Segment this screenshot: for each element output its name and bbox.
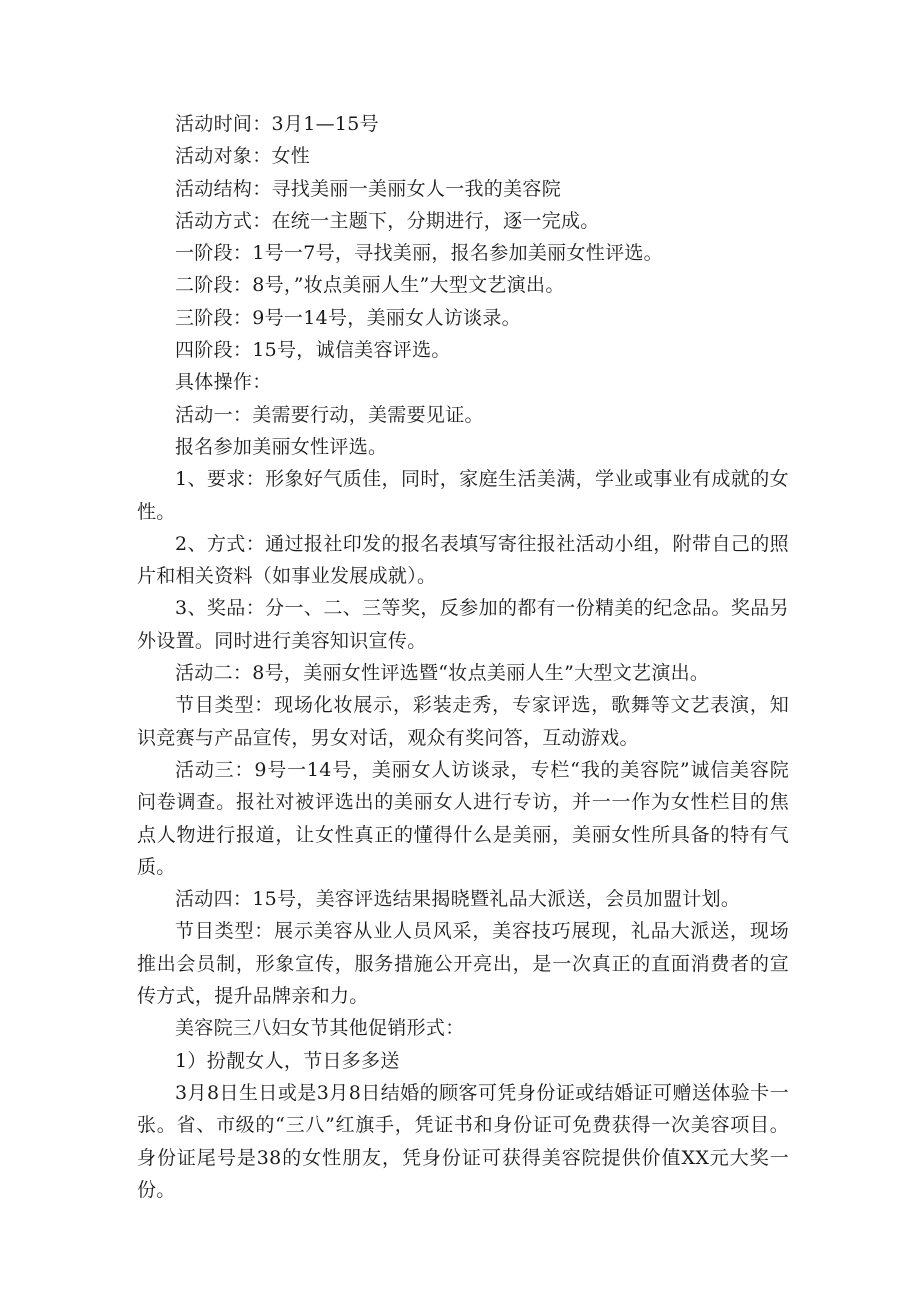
paragraph-other-promotions: 美容院三八妇女节其他促销形式： [175,1017,465,1040]
paragraph-activity-method: 活动方式：在统一主题下，分期进行，逐一完成。 [175,209,600,232]
paragraph-stage-one: 一阶段：1号一7号，寻找美丽，报名参加美丽女性评选。 [175,242,663,265]
paragraph-program-types-two: 节目类型：展示美容从业人员风采，美容技巧展现，礼品大派送，现场推出会员制，形象宣传，服务措施公开亮出，是一次真正的直面消费者的宣传方式，提升品牌亲和力。 [137,920,789,1008]
paragraph-requirements: 1、要求：形象好气质佳，同时，家庭生活美满，学业或事业有成就的女性。 [137,468,789,523]
paragraph-activity-one: 活动一：美需要行动，美需要见证。 [175,403,484,426]
document-body [137,108,789,1206]
paragraph-promo-details: 3月8日生日或是3月8日结婚的顾客可凭身份证或结婚证可赠送体验卡一张。省、市级的“三八”红旗手，凭证书和身份证可免费获得一次美容项目。身份证尾号是38的女性朋友，凭身份证可获得美容院提供价值XX元大奖一份。 [137,1081,789,1201]
paragraph-stage-two: 二阶段：8号，”妆点美丽人生”大型文艺演出。 [175,274,565,297]
paragraph-activity-structure: 活动结构：寻找美丽一美丽女人一我的美容院 [175,177,562,200]
paragraph-registration: 报名参加美丽女性评选。 [175,435,388,458]
paragraph-activity-four: 活动四：15号，美容评选结果揭晓暨礼品大派送，会员加盟计划。 [175,888,741,911]
paragraph-method: 2、方式：通过报社印发的报名表填写寄往报社活动小组，附带自己的照片和相关资料（如事业发展成就）。 [137,532,789,588]
paragraph-activity-two: 活动二：8号，美丽女性评选暨“妆点美丽人生”大型文艺演出。 [175,662,710,685]
paragraph-activity-time: 活动时间：3月1—15号 [175,113,379,135]
paragraph-activity-target: 活动对象：女性 [175,145,311,168]
paragraph-program-types-one: 节目类型：现场化妆展示，彩装走秀，专家评选，歌舞等文艺表演，知识竞赛与产品宣传，男女对话，观众有奖问答，互动游戏。 [137,694,789,749]
paragraph-stage-three: 三阶段：9号一14号，美丽女人访谈录。 [175,306,521,329]
paragraph-activity-three: 活动三：9号一14号，美丽女人访谈录，专栏“我的美容院”诚信美容院问卷调查。报社对被评选出的美丽女人进行专访，并一一作为女性栏目的焦点人物进行报道，让女性真正的懂得什么是美丽，美丽女性所具备的特有气质。 [137,758,789,878]
paragraph-stage-four: 四阶段：15号，诚信美容评选。 [175,339,451,362]
paragraph-specific-operations: 具体操作： [175,371,272,394]
paragraph-prizes: 3、奖品：分一、二、三等奖，反参加的都有一份精美的纪念品。奖品另外设置。同时进行美容知识宣传。 [137,597,789,652]
paragraph-promo-item-one: 1）扮靓女人，节日多多送 [175,1049,400,1072]
